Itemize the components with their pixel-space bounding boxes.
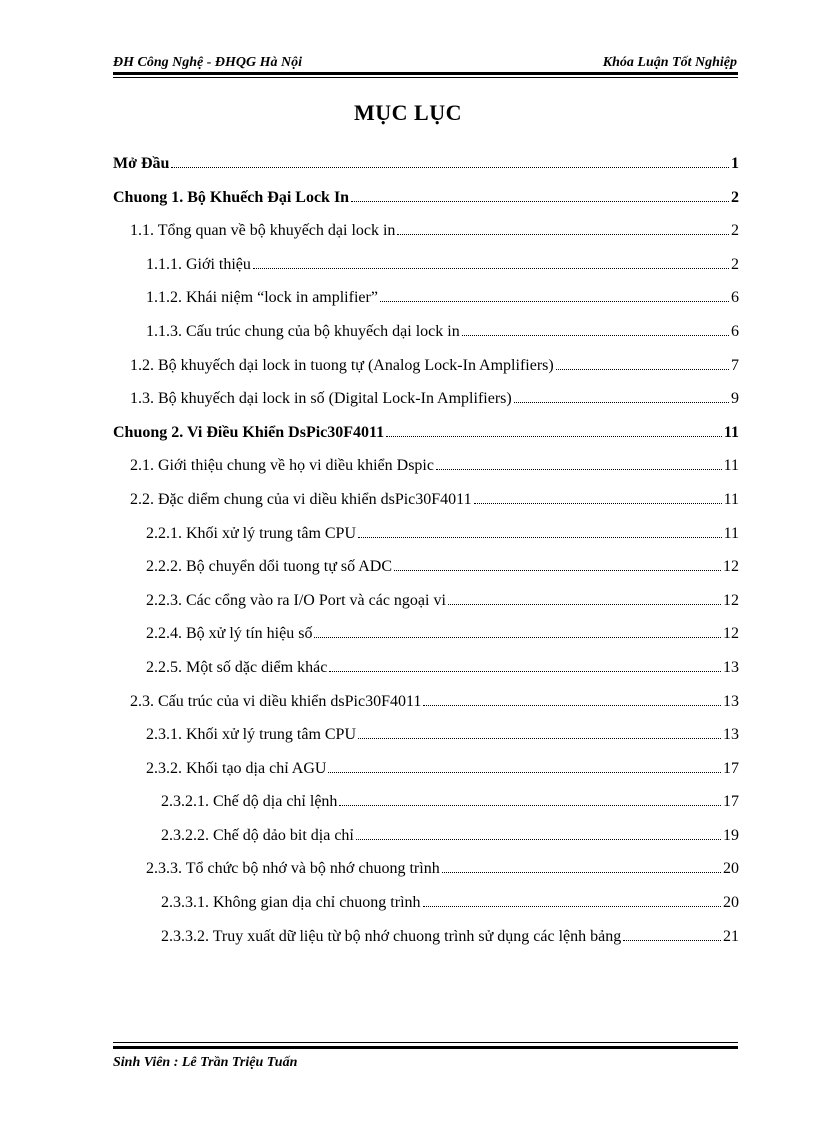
toc-entry-page-number: 11 [723,457,739,475]
toc-entry-page-number: 2 [731,188,739,206]
toc-entry-label: 2.3.1. Khối xử lý trung tâm CPU [146,726,357,744]
table-of-contents [113,145,739,951]
toc-entry[interactable] [113,716,739,744]
toc-leader-dots [356,838,721,840]
toc-entry-label: 1.2. Bộ khuyếch dại lock in tuong tự (Analog Lock-In Amplifiers) [130,356,554,374]
toc-leader-dots [462,334,729,336]
toc-entry[interactable] [113,918,739,946]
toc-entry-page-number: 19 [723,826,739,844]
toc-entry[interactable] [113,179,739,207]
toc-entry[interactable] [113,515,739,543]
toc-entry-page-number: 2 [731,255,739,273]
toc-entry-label: 2.3. Cấu trúc của vi diều khiển dsPic30F4011 [130,692,422,710]
toc-entry-label: 1.1. Tổng quan về bộ khuyếch dại lock in [130,222,396,240]
toc-entry-page-number: 12 [723,625,739,643]
toc-entry-label: 1.1.1. Giới thiệu [146,255,251,273]
toc-entry[interactable] [113,313,739,341]
toc-entry-page-number: 6 [731,289,739,307]
toc-entry-label: 2.3.2. Khối tạo dịa chỉ AGU [146,759,327,777]
toc-entry-page-number: 11 [723,490,739,508]
toc-leader-dots [556,368,729,370]
toc-entry[interactable] [113,850,739,878]
toc-entry-label: 2.3.3.1. Không gian dịa chỉ chuong trình [161,894,421,912]
toc-entry-page-number: 13 [723,726,739,744]
toc-entry-page-number: 6 [731,322,739,340]
toc-entry-page-number: 12 [723,558,739,576]
toc-entry[interactable] [113,615,739,643]
toc-leader-dots [339,804,721,806]
toc-leader-dots [423,704,721,706]
header-document-type: Khóa Luận Tốt Nghiệp [602,55,737,70]
toc-entry-label: 2.3.3.2. Truy xuất dữ liệu từ bộ nhớ chuong trình sử dụng các lệnh bảng [161,927,622,945]
toc-entry-page-number: 20 [723,860,739,878]
toc-entry-page-number: 9 [731,390,739,408]
toc-entry[interactable] [113,884,739,912]
toc-entry-page-number: 17 [723,759,739,777]
toc-entry-label: Chuong 1. Bộ Khuếch Đại Lock In [113,188,350,206]
toc-entry-page-number: 13 [723,692,739,710]
header-rule-thin [113,77,738,78]
toc-entry-page-number: 11 [723,524,739,542]
header-institution: ĐH Công Nghệ - ĐHQG Hà Nội [113,55,303,70]
toc-leader-dots [423,905,721,907]
toc-entry[interactable] [113,783,739,811]
toc-leader-dots [171,166,729,168]
toc-entry-label: 2.2.5. Một số dặc diểm khác [146,658,328,676]
toc-entry[interactable] [113,683,739,711]
toc-entry-label: 2.3.2.2. Chế dộ dảo bit dịa chỉ [161,826,354,844]
toc-entry-page-number: 11 [723,423,739,441]
toc-leader-dots [358,536,722,538]
toc-leader-dots [394,569,721,571]
toc-leader-dots [328,771,721,773]
toc-entry-page-number: 20 [723,894,739,912]
toc-entry-label: 2.2.2. Bộ chuyển dổi tuong tự số ADC [146,558,393,576]
toc-leader-dots [329,670,721,672]
toc-leader-dots [623,939,721,941]
toc-entry[interactable] [113,414,739,442]
page-title: MỤC LỤC [354,100,462,125]
toc-entry[interactable] [113,447,739,475]
toc-entry-label: 2.2.3. Các cổng vào ra I/O Port và các ngoại vi [146,591,446,609]
toc-entry[interactable] [113,347,739,375]
toc-entry-label: 2.2.1. Khối xử lý trung tâm CPU [146,524,357,542]
toc-entry-label: 2.1. Giới thiệu chung về họ vi diều khiển Dspic [130,457,434,475]
toc-leader-dots [514,401,729,403]
toc-leader-dots [474,502,722,504]
header-rule-thick [113,72,738,75]
toc-leader-dots [380,300,729,302]
footer-student-name: Sinh Viên : Lê Trần Triệu Tuấn [113,1055,298,1070]
toc-entry[interactable] [113,649,739,677]
toc-entry[interactable] [113,279,739,307]
toc-leader-dots [397,233,729,235]
footer-rule-thin [113,1042,738,1043]
toc-entry-label: Chuong 2. Vi Điều Khiển DsPic30F4011 [113,423,385,441]
toc-leader-dots [436,468,722,470]
toc-entry-page-number: 2 [731,222,739,240]
toc-entry[interactable] [113,750,739,778]
toc-leader-dots [314,636,721,638]
toc-entry[interactable] [113,145,739,173]
footer-rule-thick [113,1046,738,1049]
toc-leader-dots [448,603,721,605]
toc-entry[interactable] [113,582,739,610]
toc-entry-page-number: 12 [723,591,739,609]
toc-leader-dots [386,435,722,437]
toc-entry-page-number: 7 [731,356,739,374]
toc-entry-label: 2.3.3. Tổ chức bộ nhớ và bộ nhớ chuong trình [146,860,440,878]
toc-entry-label: 1.1.2. Khái niệm “lock in amplifier” [146,289,378,307]
toc-entry[interactable] [113,481,739,509]
toc-entry-page-number: 17 [723,793,739,811]
toc-leader-dots [442,871,721,873]
toc-leader-dots [253,267,729,269]
toc-leader-dots [358,737,721,739]
toc-entry-page-number: 1 [731,155,739,172]
toc-entry-label: 2.3.2.1. Chế dộ dịa chỉ lệnh [161,793,338,811]
toc-entry-label: 1.1.3. Cấu trúc chung của bộ khuyếch dại lock in [146,322,460,340]
toc-entry-label: 1.3. Bộ khuyếch dại lock in số (Digital Lock-In Amplifiers) [130,390,512,408]
toc-entry[interactable] [113,380,739,408]
toc-entry[interactable] [113,817,739,845]
toc-entry-page-number: 13 [723,658,739,676]
toc-entry-label: 2.2. Đặc diểm chung của vi diều khiển dsPic30F4011 [130,490,472,508]
toc-entry-label: 2.2.4. Bộ xử lý tín hiệu số [146,625,313,643]
toc-entry[interactable] [113,548,739,576]
toc-entry-page-number: 21 [723,927,739,945]
toc-entry-label: Mở Đầu [113,155,170,172]
toc-leader-dots [351,200,729,202]
toc-entry[interactable] [113,212,739,240]
toc-entry[interactable] [113,246,739,274]
